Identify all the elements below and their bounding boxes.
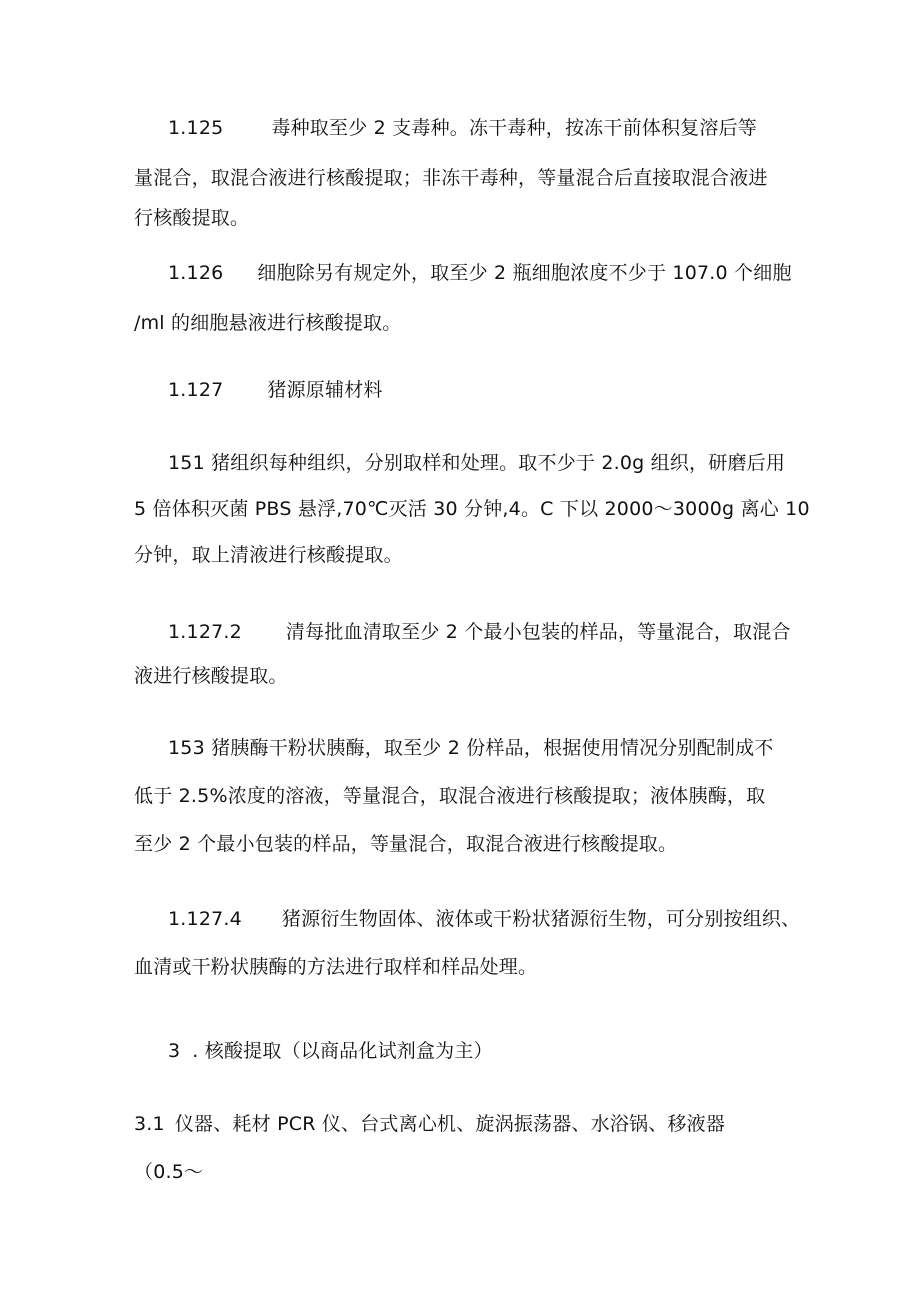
paragraph-line — [134, 108, 794, 148]
paragraph-text: 153 猪胰酶干粉状胰酶，取至少 2 份样品，根据使用情况分别配制成不 — [168, 737, 774, 759]
paragraph-151 — [134, 443, 810, 575]
section-number: 1.125 — [168, 117, 224, 139]
paragraph-text: 清每批血清取至少 2 个最小包装的样品，等量混合，取混合 — [285, 621, 791, 643]
paragraph-3-1 — [134, 1104, 794, 1192]
section-number: 1.127.2 — [168, 621, 242, 643]
paragraph-text: 量混合，取混合液进行核酸提取；非冻干毒种，等量混合后直接取混合液进 — [134, 167, 768, 189]
paragraph-text: /ml 的细胞悬液进行核酸提取。 — [134, 312, 402, 334]
paragraph-line — [134, 612, 794, 652]
paragraph-text: 细胞除另有规定外，取至少 2 瓶细胞浓度不少于 107.0 个细胞 — [257, 262, 792, 284]
paragraph-text: 猪源原辅材料 — [267, 379, 383, 401]
paragraph-153 — [134, 728, 794, 864]
paragraph-text: 行核酸提取。 — [134, 207, 250, 229]
section-heading-3 — [134, 1031, 794, 1071]
paragraph-1-127-4 — [134, 899, 801, 987]
paragraph-1-125 — [134, 108, 794, 238]
paragraph-1-126 — [134, 253, 794, 343]
section-number: 1.126 — [168, 262, 224, 284]
paragraph-text: 毒种取至少 2 支毒种。冻干毒种，按冻干前体积复溶后等 — [271, 117, 757, 139]
paragraph-text: 低于 2.5%浓度的溶液，等量混合，取混合液进行核酸提取；液体胰酶，取 — [134, 785, 766, 807]
paragraph-text: 液进行核酸提取。 — [134, 665, 288, 687]
section-heading-text: . 核酸提取（以商品化试剂盒为主） — [192, 1040, 493, 1062]
paragraph-text: 血清或干粉状胰酶的方法进行取样和样品处理。 — [134, 956, 538, 978]
paragraph-line — [134, 1031, 794, 1071]
section-number: 3.1 — [134, 1113, 165, 1135]
paragraph-text: 分钟，取上清液进行核酸提取。 — [134, 544, 403, 566]
paragraph-text: 至少 2 个最小包装的样品，等量混合，取混合液进行核酸提取。 — [134, 833, 678, 855]
paragraph-text: 猪源衍生物固体、液体或干粉状猪源衍生物，可分别按组织、 — [281, 908, 801, 930]
section-number: 1.127.4 — [168, 908, 242, 930]
paragraph-line — [134, 253, 794, 293]
section-number: 1.127 — [168, 379, 224, 401]
paragraph-line — [134, 370, 794, 410]
paragraph-line — [134, 1104, 794, 1144]
paragraph-1-127 — [134, 370, 794, 410]
paragraph-text: 5 倍体积灭菌 PBS 悬浮,70℃灭活 30 分钟,4。C 下以 2000〜3000g 离心 10 — [134, 498, 810, 520]
paragraph-text: 151 猪组织每种组织，分别取样和处理。取不少于 2.0g 组织，研磨后用 — [168, 452, 786, 474]
paragraph-text: （0.5〜 — [134, 1161, 204, 1183]
paragraph-line — [134, 899, 801, 939]
section-number: 3 — [168, 1040, 181, 1062]
paragraph-text: 仪器、耗材 PCR 仪、台式离心机、旋涡振荡器、水浴锅、移液器 — [174, 1113, 726, 1135]
paragraph-1-127-2 — [134, 612, 794, 696]
